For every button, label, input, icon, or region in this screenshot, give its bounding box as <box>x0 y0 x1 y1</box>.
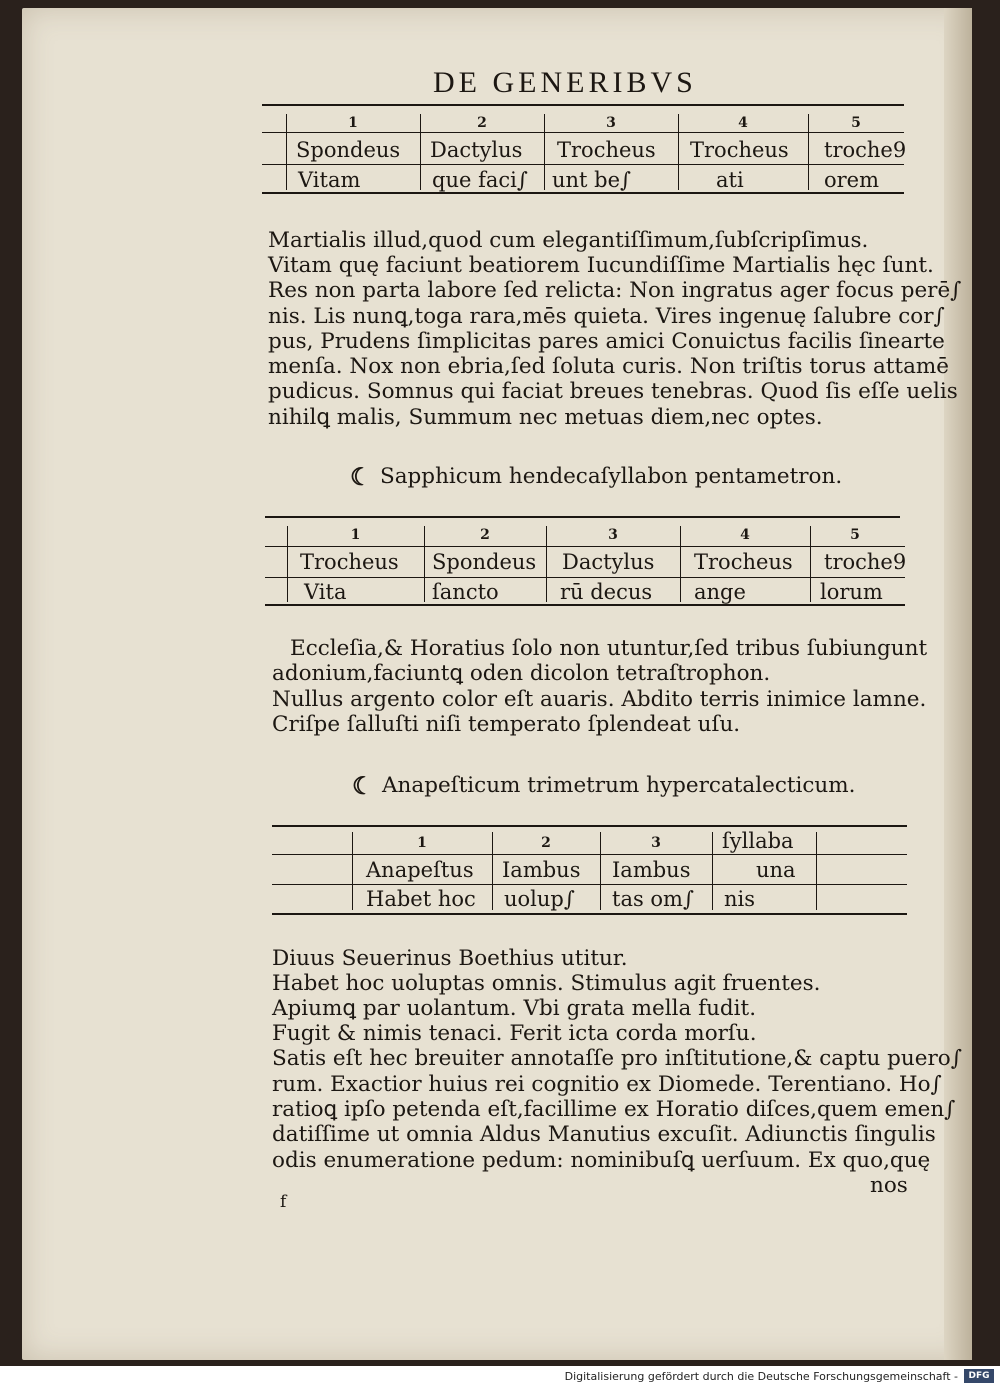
table3-rule <box>272 854 907 855</box>
table2-syllable: rū decus <box>560 580 653 604</box>
table1-foot: Trocheus <box>557 138 656 162</box>
prose-line: Martialis illud,quod cum elegantiſſimum,ſubſcripſimus. <box>268 228 869 253</box>
table3-number: 1 <box>417 835 427 851</box>
page-edge <box>944 8 972 1360</box>
table2-foot: Trocheus <box>694 550 793 574</box>
prose-line: Criſpe ſalluſti niſi temperato ſplendeat uſu. <box>272 712 741 737</box>
table2-number: 1 <box>350 527 361 543</box>
footer-credit: Digitalisierung gefördert durch die Deutsche Forschungsgemeinschaft - <box>564 1370 958 1383</box>
prose-line: pudicus. Somnus qui faciat breues tenebras. Quod ſis eſſe uelis <box>268 379 958 404</box>
section-caption: Sapphicum hendecaſyllabon pentametron. <box>380 464 843 489</box>
prose-line: Habet hoc uoluptas omnis. Stimulus agit fruentes. <box>272 971 821 996</box>
table3-rule <box>272 884 907 885</box>
table1-syllable: unt be∫ <box>552 168 631 192</box>
prose-line: Vitam quę faciunt beatiorem Iucundiſſime Martialis hęc ſunt. <box>268 253 934 278</box>
table2-foot: troche9 <box>824 550 907 574</box>
pilcrow-mark: ☾ <box>352 771 374 800</box>
prose-line: nihilꝗ malis, Summum nec metuas diem,nec optes. <box>268 405 823 430</box>
table1-syllable: que faci∫ <box>432 168 528 192</box>
signature-mark: f <box>280 1192 287 1212</box>
prose-line: adonium,faciuntꝗ oden dicolon tetraſtrophon. <box>272 661 771 686</box>
table1-top-rule <box>262 104 904 106</box>
table1-foot: Dactylus <box>430 138 523 162</box>
prose-line: Apiumꝗ par uolantum. Vbi grata mella fudit. <box>272 996 757 1021</box>
table2-number: 5 <box>850 527 860 543</box>
table1-syllable: ati <box>716 168 744 192</box>
table3-foot: Anapeſtus <box>366 858 474 882</box>
table3-syllable: nis <box>724 887 756 911</box>
table1-number: 1 <box>348 115 358 131</box>
table2-syllable: ange <box>694 580 746 604</box>
table2-rule <box>265 546 905 547</box>
table3-syllable: Habet hoc <box>366 887 476 911</box>
table1-foot: Spondeus <box>296 138 401 162</box>
prose-line: pus, Prudens ſimplicitas pares amici Conuictus facilis ſinearte <box>268 329 945 354</box>
table2-number: 4 <box>740 527 750 543</box>
prose-line: Diuus Seuerinus Boethius utitur. <box>272 946 628 971</box>
table2-syllable: ſancto <box>432 580 499 604</box>
prose-line: menſa. Nox non ebria,ſed ſoluta curis. Non triſtis torus attamē <box>268 354 949 379</box>
prose-line: Satis eſt hec breuiter annotaſſe pro inſtitutione,& captu puero∫ <box>272 1046 962 1071</box>
table1-syllable: Vitam <box>298 168 361 192</box>
prose-line: Fugit & nimis tenaci. Ferit icta corda morſu. <box>272 1021 757 1046</box>
catchword: nos <box>870 1173 908 1198</box>
prose-line: Nullus argento color eſt auaris. Abdito terris inimice lamne. <box>272 687 927 712</box>
table2-number: 2 <box>480 527 490 543</box>
table1-number: 5 <box>851 115 861 131</box>
table3-foot: Iambus <box>502 858 581 882</box>
prose-line: ratioꝗ ipſo petenda eſt,facillime ex Horatio diſces,quem emen∫ <box>272 1097 956 1122</box>
table3-divider <box>712 832 713 910</box>
prose-line: Eccleſia,& Horatius ſolo non utuntur,ſed tribus ſubiungunt <box>290 636 928 661</box>
table3-syllable: uolup∫ <box>504 887 575 911</box>
table1-number: 4 <box>738 115 748 131</box>
prose-line: datiſſime ut omnia Aldus Manutius excuſit. Adiunctis ſingulis <box>272 1122 936 1147</box>
table3-bottom-rule <box>272 913 907 915</box>
table3-number: ſyllaba <box>722 829 794 853</box>
table2-number: 3 <box>608 527 618 543</box>
table2-bottom-rule <box>265 604 905 606</box>
running-title: DE GENERIBVS <box>433 66 697 99</box>
prose-line: odis enumeratione pedum: nominibuſꝗ uerſuum. Ex quo,quę <box>272 1148 931 1173</box>
table2-foot: Trocheus <box>300 550 399 574</box>
table3-syllable: tas om∫ <box>612 887 694 911</box>
table2-rule <box>265 577 905 578</box>
table3-number: 2 <box>541 835 551 851</box>
table3-foot: Iambus <box>612 858 691 882</box>
prose-line: Res non parta labore ſed relicta: Non ingratus ager focus perē∫ <box>268 278 962 303</box>
table2-syllable: lorum <box>820 580 883 604</box>
table3-divider <box>816 832 817 910</box>
table1-number: 3 <box>606 115 616 131</box>
table2-top-rule <box>265 516 900 518</box>
dfg-logo[interactable]: DFG <box>964 1369 994 1383</box>
table1-foot: Trocheus <box>690 138 789 162</box>
prose-line: rum. Exactior huius rei cognitio ex Diomede. Terentiano. Ho∫ <box>272 1072 942 1097</box>
prose-line: nis. Lis nunꝗ,toga rara,mēs quieta. Vires ingenuę ſalubre cor∫ <box>268 304 945 329</box>
pilcrow-mark: ☾ <box>350 462 372 491</box>
table3-foot: una <box>756 858 796 882</box>
table1-foot: troche9 <box>824 138 907 162</box>
table2-foot: Spondeus <box>432 550 537 574</box>
section-caption: Anapeſticum trimetrum hypercatalecticum. <box>382 773 856 798</box>
table1-bottom-rule <box>262 192 904 194</box>
table1-syllable: orem <box>824 168 880 192</box>
table3-top-rule <box>272 825 907 827</box>
table3-number: 3 <box>651 835 661 851</box>
table2-syllable: Vita <box>304 580 347 604</box>
table2-foot: Dactylus <box>562 550 655 574</box>
table1-number: 2 <box>477 115 487 131</box>
